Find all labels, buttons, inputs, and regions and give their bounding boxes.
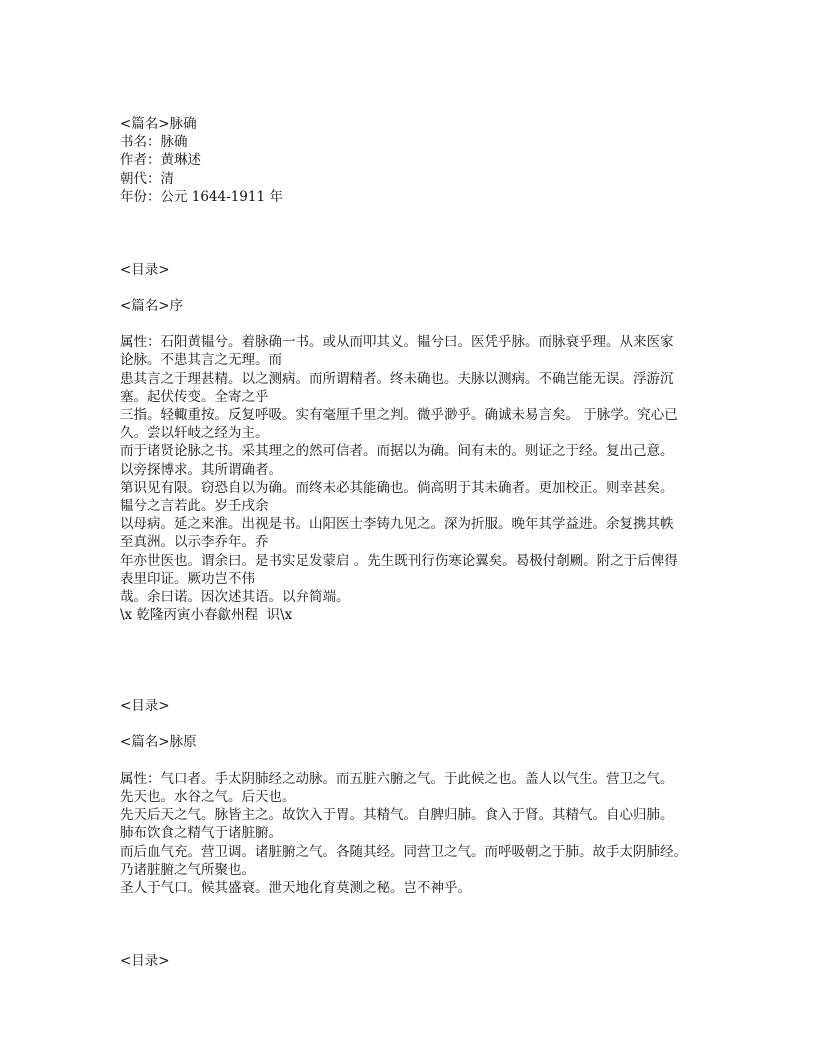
- text-line: 久。尝以轩岐之经为主。: [120, 425, 269, 442]
- text-line: 第识见有限。窃恐自以为确。而终未必其能确也。倘高明于其未确者。更加校正。则幸甚矣。: [120, 479, 674, 496]
- text-line: 至真洲。以示李乔年。乔: [120, 534, 269, 551]
- text-line: 三指。轻輙重按。反复呼吸。实有毫厘千里之判。微乎渺乎。确诚未易言矣。 于脉学。究心已: [120, 407, 678, 423]
- blank-line: [120, 752, 720, 770]
- text-line: 患其言之于理甚精。以之测病。而所谓精者。终未确也。夫脉以测病。不确岂能无误。浮游沉: [120, 370, 674, 387]
- blank-line: [120, 915, 720, 933]
- text-line: 作者：黄琳述: [120, 152, 201, 169]
- blank-line: [120, 242, 720, 260]
- text-line: 而于诸贤论脉之书。采其理之的然可信者。而据以为确。间有未的。则证之于经。复出己意。: [120, 443, 674, 460]
- text-line: <篇名>序: [120, 297, 184, 314]
- text-line: 先天后天之气。脉皆主之。故饮入于胃。其精气。自脾归肺。食入于肾。其精气。自心归肺。: [120, 807, 674, 824]
- text-line: 圣人于气口。候其盛衰。泄天地化育莫测之秘。岂不神乎。: [120, 879, 471, 896]
- text-line: 表里印证。厥功岂不伟: [120, 570, 255, 587]
- text-line: 而后血气充。营卫调。诸脏腑之气。各随其经。同营卫之气。而呼吸朝之于肺。故手太阴肺经。: [120, 843, 687, 860]
- text-line: <篇名>脉确: [120, 116, 197, 132]
- text-line: <目录>: [120, 952, 170, 969]
- text-line: 书名：脉确: [120, 134, 188, 151]
- text-line: 以旁探博求。其所谓确者。: [120, 461, 282, 478]
- text-line: 朝代：清: [120, 170, 174, 187]
- blank-line: [120, 897, 720, 915]
- text-line: 哉。余曰诺。因次述其语。以弁简端。: [120, 588, 350, 605]
- blank-line: [120, 206, 720, 224]
- blank-line: [120, 315, 720, 333]
- text-line: <篇名>脉原: [120, 734, 197, 751]
- blank-line: [120, 679, 720, 697]
- text-line: 肺布饮食之精气于诸脏腑。: [120, 825, 282, 842]
- text-line: <目录>: [120, 261, 170, 278]
- text-line: <目录>: [120, 698, 170, 714]
- blank-line: [120, 715, 720, 733]
- blank-line: [120, 933, 720, 951]
- blank-line: [120, 224, 720, 242]
- blank-line: [120, 624, 720, 642]
- text-line: 年亦世医也。谓余曰。是书实足发蒙启 。先生既刊行伤寒论翼矣。曷极付剞劂。附之于后俾得: [120, 552, 678, 569]
- text-line: 论脉。不患其言之无理。而: [120, 352, 282, 369]
- blank-line: [120, 642, 720, 660]
- text-line: 属性：石阳黄韫兮。着脉确一书。或从而叩其义。韫兮曰。医凭乎脉。而脉衰乎理。从来医家: [120, 334, 674, 351]
- blank-line: [120, 279, 720, 297]
- document-body: [120, 115, 720, 970]
- text-line: 年份：公元 1644-1911 年: [120, 188, 283, 205]
- text-line: \x 乾隆丙寅小春歙州程 识\x: [120, 607, 293, 624]
- text-line: 属性：气口者。手太阴肺经之动脉。而五脏六腑之气。于此候之也。盖人以气生。营卫之气。: [120, 770, 674, 787]
- text-line: 以母病。延之来淮。出视是书。山阳医士李铸九见之。深为折服。晚年其学益进。余复携其帙: [120, 516, 674, 533]
- blank-line: [120, 661, 720, 679]
- text-line: 韫兮之言若此。岁壬戌余: [120, 497, 269, 514]
- text-line: 先天也。水谷之气。后天也。: [120, 788, 296, 805]
- text-line: 塞。起伏传变。全寄之乎: [120, 388, 269, 405]
- text-line: 乃诸脏腑之气所聚也。: [120, 861, 255, 878]
